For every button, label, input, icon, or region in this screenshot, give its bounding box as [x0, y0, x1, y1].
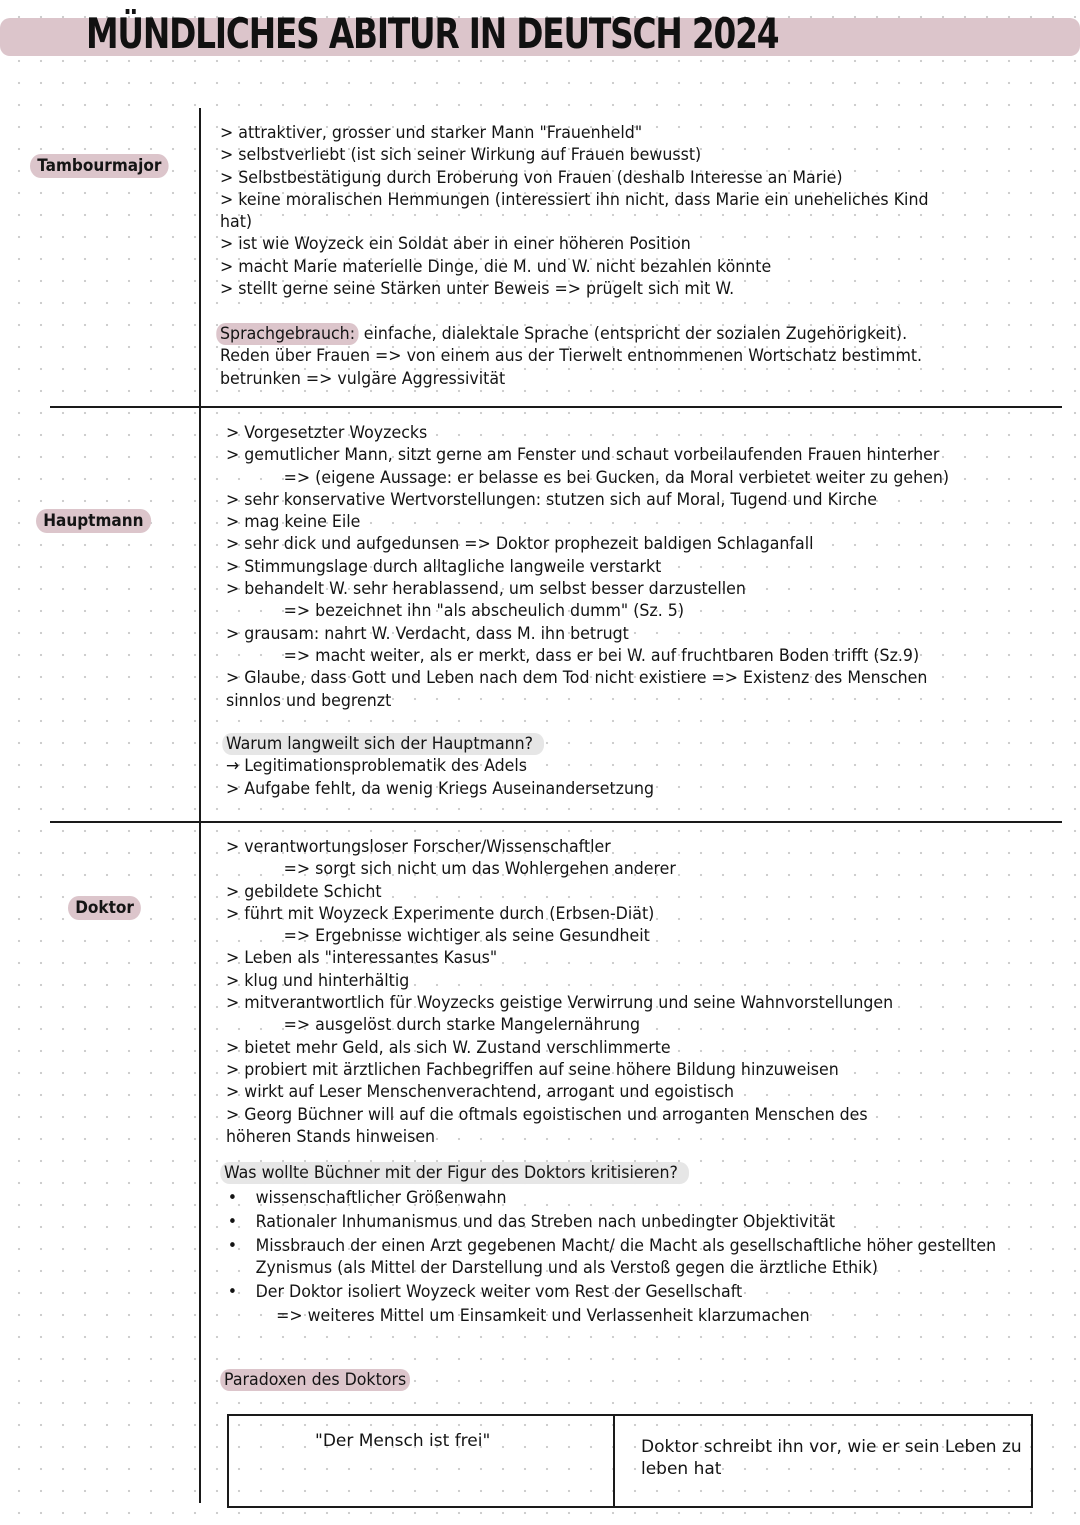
doktor-question-block [224, 1161, 1015, 1329]
tambourmajor-sprachgebrauch [220, 323, 1011, 390]
paradox-heading [224, 1369, 1015, 1391]
paradox-highlight: Paradoxen des Doktors [220, 1369, 410, 1391]
trait-line: > Leben als "interessantes Kasus" [226, 948, 498, 969]
sprachgebrauch-highlight: Sprachgebrauch: [216, 323, 358, 345]
critique-bullet: • Rationaler Inhumanismus und das Streben nach unbedingter Objektivität [224, 1210, 1018, 1235]
trait-line: sinnlos und begrenzt [226, 690, 392, 711]
sprach-line: einfache, dialektale Sprache (entspricht der sozialen Zugehörigkeit). [358, 324, 908, 344]
trait-line: > bietet mehr Geld, als sich W. Zustand verschlimmerte [226, 1037, 671, 1058]
trait-line: > Georg Büchner will auf die oftmals egoistischen und arroganten Menschen des [226, 1104, 868, 1125]
paradox-cell-contradiction: Doktor schreibt ihn vor, wie er sein Leben zu leben hat [641, 1437, 1022, 1479]
trait-subline: => Ergebnisse wichtiger als seine Gesundheit [283, 926, 650, 947]
trait-line: > macht Marie materielle Dinge, die M. und W. nicht bezahlen könnte [220, 256, 772, 277]
sprach-line: betrunken => vulgäre Aggressivität [220, 368, 506, 389]
trait-subline: => macht weiter, als er merkt, dass er bei W. auf fruchtbaren Boden trifft (Sz.9) [283, 645, 920, 666]
row-divider-2 [50, 821, 1062, 823]
trait-line: > mag keine Eile [226, 512, 361, 533]
critique-bullet: • Missbrauch der einen Arzt gegebenen Macht/ die Macht als gesellschaftliche höher gestellten Zynismus (als Mittel der Darstellung und als Verstoß gegen die ärztliche Ethik) [224, 1235, 1018, 1280]
trait-line: hat) [220, 212, 253, 233]
trait-line: höheren Stands hinweisen [226, 1126, 436, 1147]
question-highlight: Warum langweilt sich der Hauptmann? [222, 733, 544, 755]
trait-line: > stellt gerne seine Stärken unter Beweis => prügelt sich mit W. [220, 279, 735, 300]
trait-line: > Glaube, dass Gott und Leben nach dem Tod nicht existiere => Existenz des Menschen [226, 668, 928, 689]
trait-line: > probiert mit ärztlichen Fachbegriffen auf seine höhere Bildung hinzuweisen [226, 1059, 839, 1080]
critique-bullet: • Der Doktor isoliert Woyzeck weiter vom Rest der Gesellschaft [224, 1280, 1018, 1305]
paradox-cell-claim: "Der Mensch ist frei" [229, 1416, 615, 1506]
label-tambourmajor: Tambourmajor [30, 154, 169, 178]
trait-subline: => sorgt sich nicht um das Wohlergehen anderer [283, 859, 676, 880]
trait-line: > sehr konservative Wertvorstellungen: stutzen sich auf Moral, Tugend und Kirche [226, 489, 877, 510]
trait-line: > keine moralischen Hemmungen (interessiert ihn nicht, dass Marie ein uneheliches Kind [220, 189, 929, 210]
trait-line: > sehr dick und aufgedunsen => Doktor prophezeit baldigen Schlaganfall [226, 534, 814, 555]
hauptmann-traits [226, 422, 1017, 712]
trait-line: > klug und hinterhältig [226, 970, 410, 991]
trait-line: > attraktiver, grosser und starker Mann "Frauenheld" [220, 123, 643, 143]
paradox-table [227, 1414, 1033, 1508]
answer-line: > Aufgabe fehlt, da wenig Kriegs Auseinandersetzung [226, 778, 655, 799]
critique-subline: => weiteres Mittel um Einsamkeit und Verlassenheit klarzumachen [276, 1306, 810, 1326]
question-highlight: Was wollte Büchner mit der Figur des Doktors kritisieren? [220, 1162, 689, 1184]
trait-line: > Selbstbestätigung durch Eroberung von Frauen (deshalb Interesse an Marie) [220, 167, 843, 188]
trait-subline: => bezeichnet ihn "als abscheulich dumm" (Sz. 5) [283, 601, 685, 622]
label-doktor: Doktor [68, 896, 141, 920]
critique-bullet: • wissenschaftlicher Größenwahn [224, 1186, 1018, 1211]
trait-line: > wirkt auf Leser Menschenverachtend, arrogant und egoistisch [226, 1082, 735, 1103]
row-divider-1 [50, 406, 1062, 408]
trait-line: > verantwortungsloser Forscher/Wissenschaftler [226, 837, 611, 857]
column-divider [199, 108, 201, 1503]
sprach-line: Reden über Frauen => von einem aus der Tierwelt entnommenen Wortschatz bestimmt. [220, 346, 923, 367]
label-hauptmann: Hauptmann [36, 509, 151, 533]
trait-subline: => ausgelöst durch starke Mangelernährung [283, 1015, 641, 1036]
trait-line: > Vorgesetzter Woyzecks [226, 423, 428, 443]
trait-line: > mitverantwortlich für Woyzecks geistige Verwirrung und seine Wahnvorstellungen [226, 993, 894, 1014]
trait-line: > ist wie Woyzeck ein Soldat aber in einer höheren Position [220, 234, 691, 255]
trait-line: > behandelt W. sehr herablassend, um selbst besser darzustellen [226, 579, 746, 600]
doktor-traits [226, 836, 1017, 1148]
trait-line: > gebildete Schicht [226, 881, 382, 902]
trait-line: > Stimmungslage durch alltagliche langweile verstarkt [226, 556, 662, 577]
answer-line: → Legitimationsproblematik des Adels [226, 756, 528, 777]
trait-line: > führt mit Woyzeck Experimente durch (Erbsen-Diät) [226, 903, 655, 924]
page-title: MÜNDLICHES ABITUR IN DEUTSCH 2024 [86, 9, 779, 58]
trait-line: > grausam: nahrt W. Verdacht, dass M. ihn betrugt [226, 623, 629, 644]
trait-line: > selbstverliebt (ist sich seiner Wirkung auf Frauen bewusst) [220, 145, 702, 166]
tambourmajor-traits [220, 122, 1011, 300]
trait-line: > gemutlicher Mann, sitzt gerne am Fenster und schaut vorbeilaufenden Frauen hinterher [226, 445, 940, 466]
hauptmann-question-block [226, 733, 1017, 800]
trait-subline: => (eigene Aussage: er belasse es bei Gucken, da Moral verbietet weiter zu gehen) [283, 467, 950, 488]
